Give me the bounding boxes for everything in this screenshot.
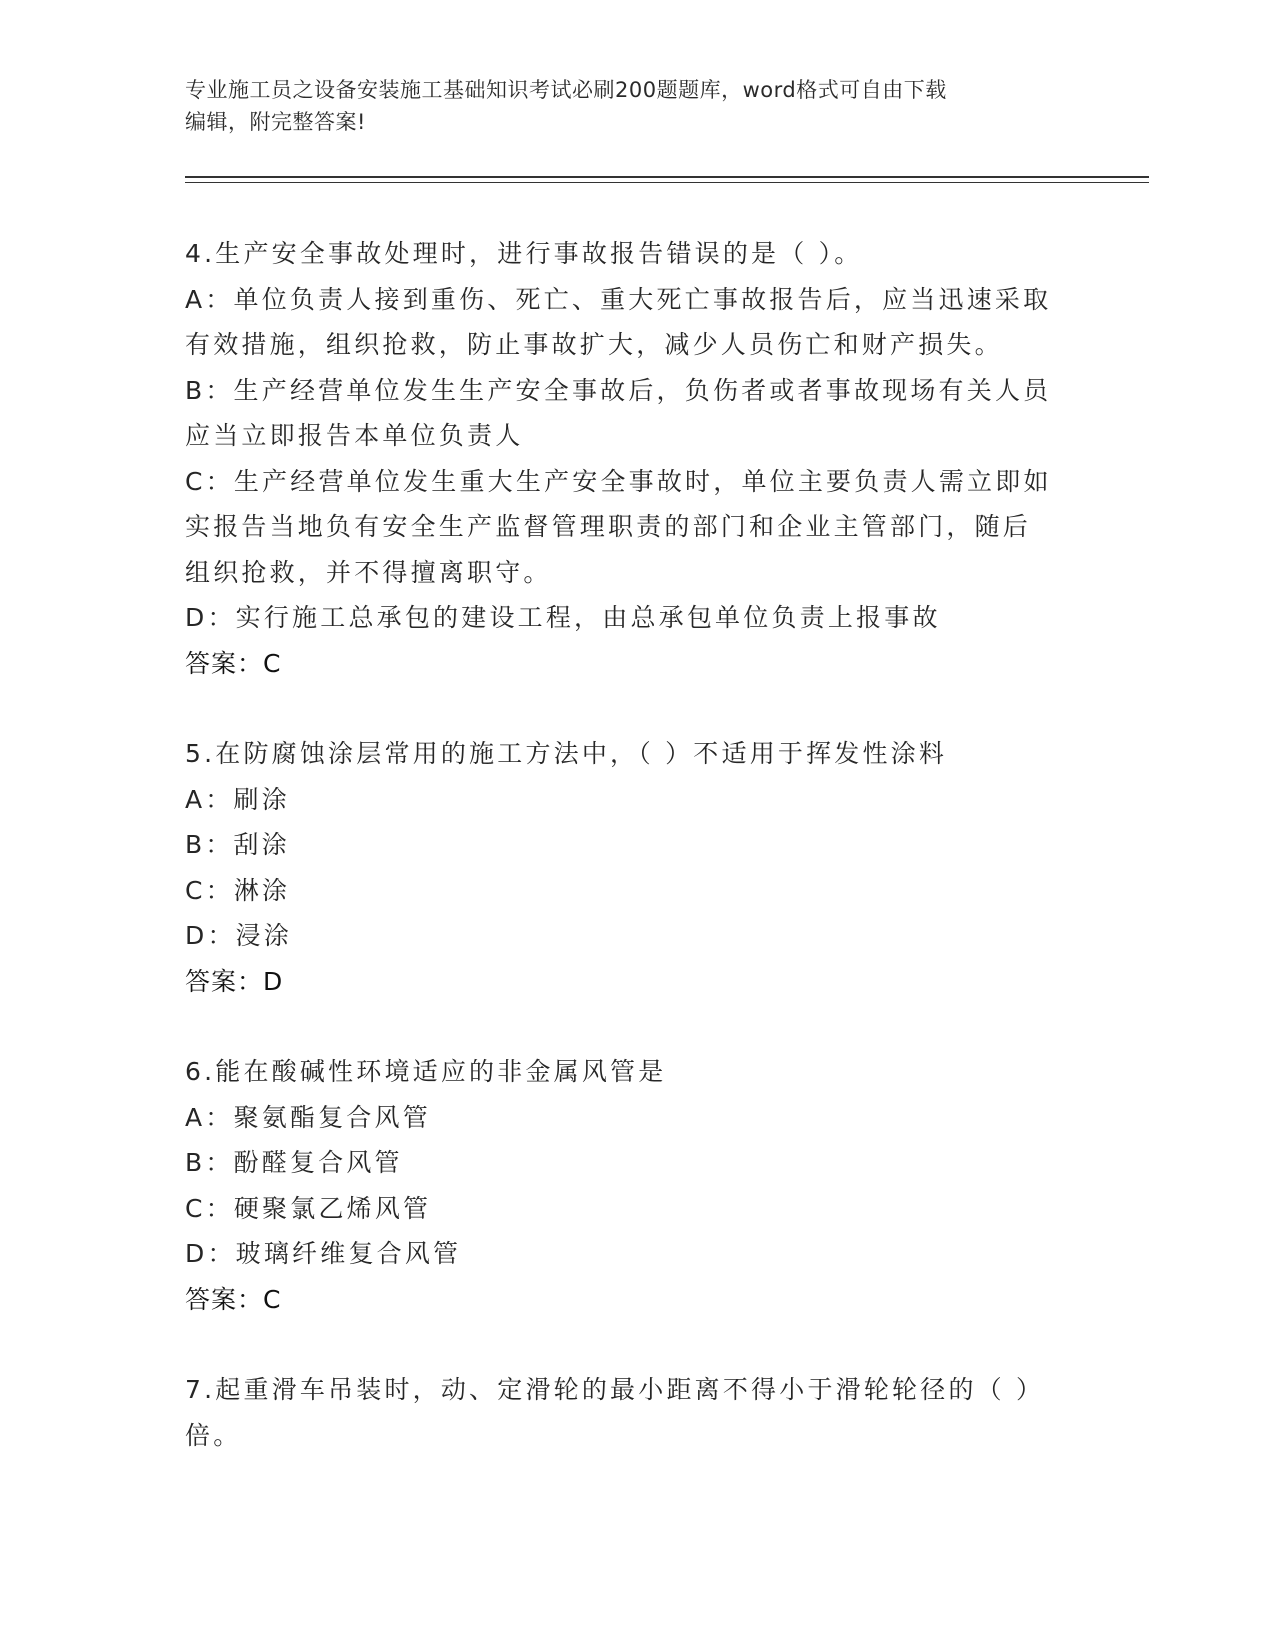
option-line: B：酚醛复合风管 [185, 1148, 403, 1177]
question-stem-continued: 倍。 [185, 1420, 242, 1450]
option-line: A：聚氨酯复合风管 [185, 1102, 431, 1132]
answer-line: 答案：C [185, 648, 282, 678]
header-line-1: 专业施工员之设备安装施工基础知识考试必刷200题题库，word格式可自由下载 [185, 78, 947, 102]
option-line: 组织抢救，并不得擅离职守。 [185, 557, 552, 587]
option-line: A：单位负责人接到重伤、死亡、重大死亡事故报告后，应当迅速采取 [185, 284, 1052, 314]
option-line: D：浸涂 [185, 921, 293, 950]
question-stem: 6.能在酸碱性环境适应的非金属风管是 [185, 1057, 667, 1086]
option-line: C：硬聚氯乙烯风管 [185, 1193, 432, 1223]
question-stem: 5.在防腐蚀涂层常用的施工方法中，（ ）不适用于挥发性涂料 [185, 739, 948, 768]
option-line: B：生产经营单位发生生产安全事故后，负伤者或者事故现场有关人员 [185, 375, 1052, 405]
header-line-2: 编辑，附完整答案! [185, 110, 366, 134]
document-header [185, 74, 1065, 138]
option-line: D：实行施工总承包的建设工程，由总承包单位负责上报事故 [185, 603, 941, 632]
option-line: 有效措施，组织抢救，防止事故扩大，减少人员伤亡和财产损失。 [185, 330, 1003, 359]
question-stem: 4.生产安全事故处理时，进行事故报告错误的是（ ）。 [185, 239, 863, 268]
question-item [185, 231, 1065, 686]
question-item [185, 1367, 1065, 1458]
header-divider [185, 176, 1149, 178]
header-divider-thin [185, 182, 1149, 183]
option-line: B：刮涂 [185, 830, 290, 859]
answer-line: 答案：D [185, 966, 284, 996]
question-item [185, 731, 1065, 1004]
option-line: 应当立即报告本单位负责人 [185, 421, 524, 450]
answer-line: 答案：C [185, 1284, 282, 1314]
question-list [185, 231, 1065, 1503]
option-line: D：玻璃纤维复合风管 [185, 1239, 462, 1268]
option-line: C：淋涂 [185, 875, 291, 905]
question-stem: 7.起重滑车吊装时，动、定滑轮的最小距离不得小于滑轮轮径的（ ） [185, 1375, 1045, 1404]
option-line: 实报告当地负有安全生产监督管理职责的部门和企业主管部门，随后 [185, 512, 1032, 541]
question-item [185, 1049, 1065, 1322]
option-line: C：生产经营单位发生重大生产安全事故时，单位主要负责人需立即如 [185, 466, 1052, 496]
option-line: A：刷涂 [185, 784, 290, 814]
